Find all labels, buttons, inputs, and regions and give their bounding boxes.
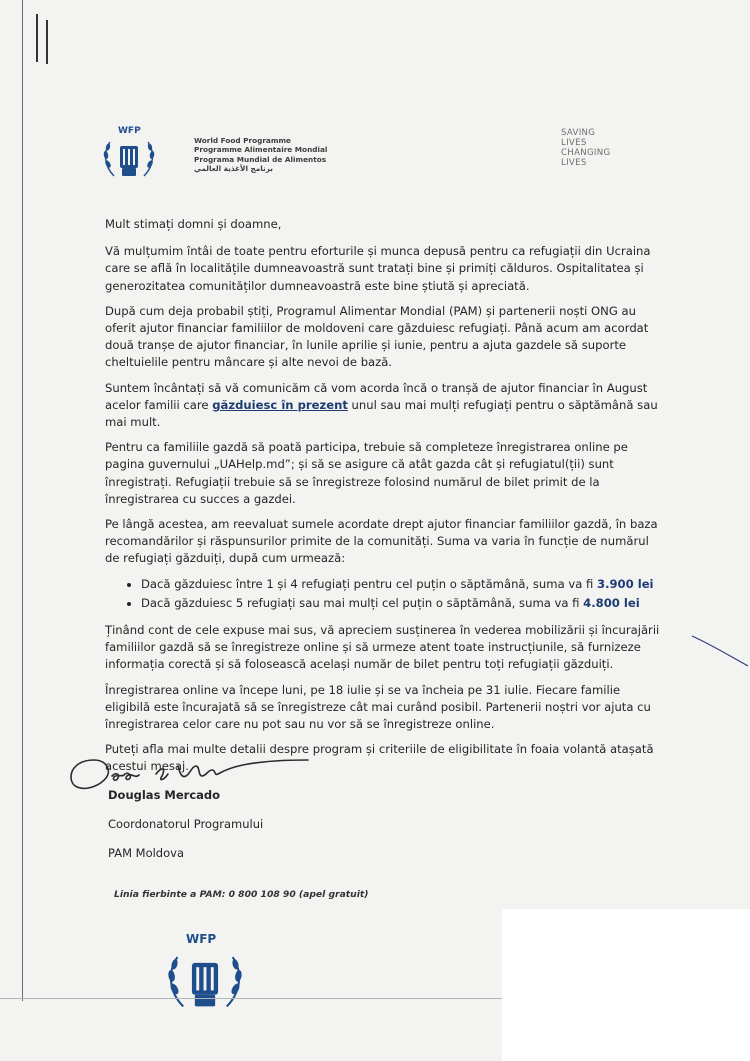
list-item-text: Dacă găzduiesc între 1 și 4 refugiați pentru cel puțin o săptămână, suma va fi: [141, 576, 598, 591]
slogan-line: LIVES: [561, 158, 587, 168]
paragraph-text: unul sau mai mulți refugiați pentru o săptămână sau mai mult.: [105, 397, 658, 430]
signer-block: [108, 787, 263, 861]
amount-list: [105, 576, 660, 612]
org-name-ar: برنامج الأغذية العالمي: [194, 164, 274, 174]
logo-abbreviation: WFP: [186, 932, 217, 946]
logo-abbreviation: WFP: [118, 126, 141, 136]
list-item: [141, 595, 660, 612]
paragraph: Pe lângă acestea, am reevaluat sumele acordate drept ajutor financiar familiilor gazdă, în baza recomandărilor și răspunsurilor primite de la comunități. Suma va varia în funcție de numărul de refugiați găzduiți, după cum urmează:: [105, 517, 658, 566]
paragraph: Vă mulțumim întâi de toate pentru eforturile și munca depusă pentru ca refugiații din Ucraina care se află în localitățile dumneavoastră sunt tratați bine și primiți călduros. Ospitalitatea și generozitatea comunităților dumneavoastră este bine știută și apreciată.: [105, 244, 651, 293]
org-name-en: World Food Programme: [194, 136, 292, 145]
slogan-line: CHANGING: [561, 148, 611, 158]
list-item: [141, 576, 660, 593]
wfp-logo: [98, 124, 160, 186]
list-item-text: Dacă găzduiesc 5 refugiați sau mai mulți cel puțin o săptămână, suma va fi: [141, 595, 584, 610]
pen-stroke: [690, 630, 750, 670]
page-bottom-edge: [0, 998, 502, 999]
organization-names: [194, 136, 327, 174]
handwritten-mark: [36, 14, 38, 62]
signer-role: Coordonatorul Programului: [108, 817, 264, 831]
handwritten-mark: [46, 20, 48, 64]
letter-body: [105, 216, 660, 784]
slogan-line: LIVES: [561, 138, 587, 148]
amount: 3.900 lei: [597, 576, 654, 591]
wfp-footer-logo: [160, 928, 250, 1018]
org-name-fr: Programme Alimentaire Mondial: [194, 145, 328, 155]
paragraph: Pentru ca familiile gazdă să poată participa, trebuie să completeze înregistrarea online pe pagina guvernului „UAHelp.md”; și să se asigure că atât gazda cât și refugiatul(ții) sunt înregistrați. Refugiații trebuie să se înregistreze folosind numărul de bilet primit de la înregistrarea cu succes a gazdei.: [105, 440, 628, 506]
slogan: [561, 128, 610, 168]
paragraph: Înregistrarea online va începe luni, pe 18 iulie și se va încheia pe 31 iulie. Fiecare familie eligibilă este încurajată să se înregistreze cât mai curând posibil. Partenerii noștri vor ajuta cu înregistrarea celor care nu pot sau nu vor să se înregistreze online.: [105, 682, 651, 732]
scan-left-edge: [22, 0, 23, 1001]
emphasis-text: găzduiesc în prezent: [212, 397, 348, 412]
paragraph: După cum deja probabil știți, Programul Alimentar Mondial (PAM) și partenerii noști ONG au oferit ajutor financiar familiilor de moldoveni care găzduiesc refugiați. Până acum am acordat două tranșe de ajutor financiar, în lunile aprilie și iunie, pentru a ajuta gazdele să suporte cheltuielile pentru mâncare și alte nevoi de bază.: [105, 303, 649, 370]
hotline-text: Linia fierbinte a PAM: 0 800 108 90 (apel gratuit): [114, 889, 369, 900]
greeting: Mult stimați domni și doamne,: [105, 217, 282, 231]
signer-organization: PAM Moldova: [108, 846, 184, 860]
signer-name: Douglas Mercado: [108, 788, 221, 802]
blank-patch: [502, 909, 750, 1061]
slogan-line: SAVING: [561, 128, 596, 138]
paragraph: Puteți afla mai multe detalii despre program și criteriile de eligibilitate în foaia volantă atașată acestui mesaj.: [105, 742, 654, 774]
paragraph-text: Suntem încântați să vă comunicăm că vom acorda încă o tranșă de ajutor financiar în August acelor familii care: [105, 380, 648, 412]
paragraph: Ținând cont de cele expuse mai sus, vă apreciem susținerea în vederea mobilizării și încurajării familiilor gazdă să se înregistreze online și să urmeze atent toate instrucțiunile, să furnizeze informația corectă și să folosească același număr de bilet pentru toți refugiații găzduiți.: [105, 623, 660, 672]
amount: 4.800 lei: [583, 595, 640, 610]
paragraph: [105, 380, 660, 432]
org-name-es: Programa Mundial de Alimentos: [194, 154, 327, 164]
